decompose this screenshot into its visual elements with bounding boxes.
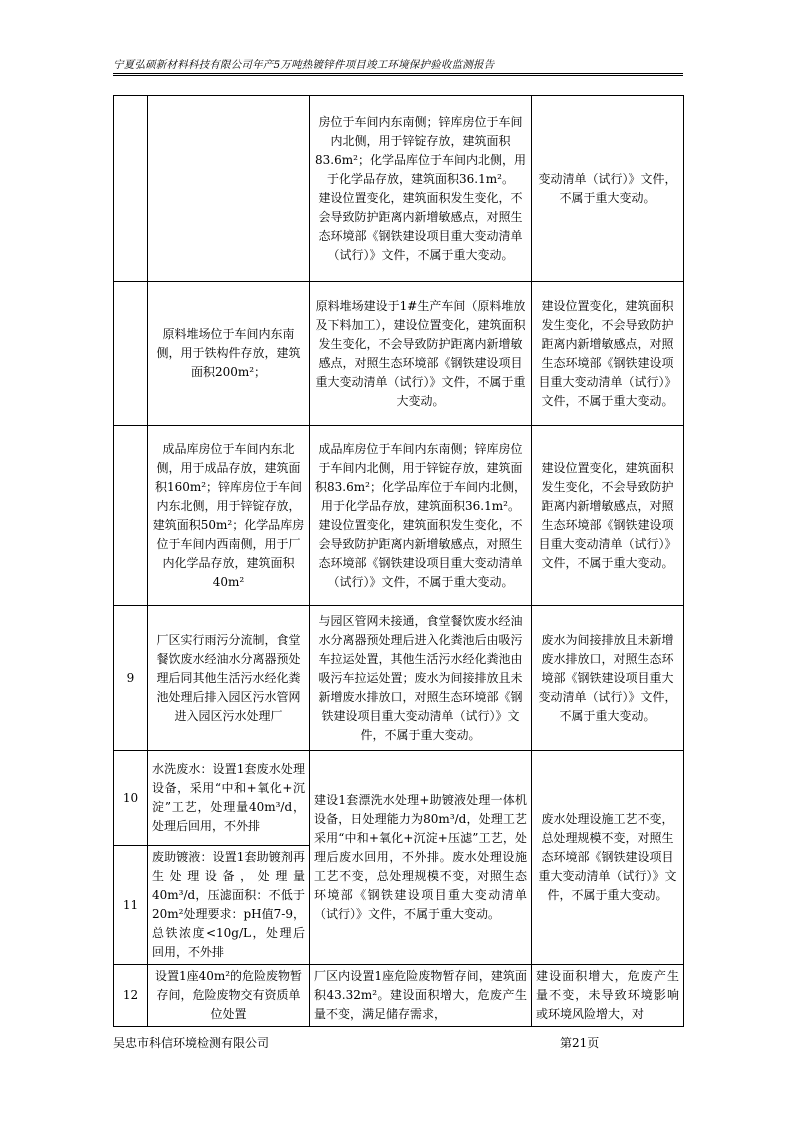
actual-cell: 建设1套漂洗水处理+助镀液处理一体机设备，日处理能力为80m³/d，处理工艺采用“中和+氧化+沉淀+压滤”工艺，处理后废水回用，不外排。废水处理设施工艺不变，总处理规模不变，对照生态环境部《钢铁建设项目重大变动清单（试行）》文件，不属于重大变动。 bbox=[310, 751, 532, 965]
original-cell: 原料堆场位于车间内东南侧，用于铁构件存放，建筑面积200m²； bbox=[148, 282, 310, 426]
table-row bbox=[114, 751, 684, 846]
original-cell bbox=[148, 96, 310, 282]
table-row bbox=[114, 96, 684, 282]
table-row bbox=[114, 426, 684, 606]
original-cell: 废助镀液：设置1套助镀剂再生处理设备，处理量40m³/d，压滤面积：不低于20m²处理要求：pH值7-9，总铁浓度<10g/L，处理后回用，不外排 bbox=[148, 846, 310, 965]
original-cell: 水洗废水：设置1套废水处理设备，采用“中和+氧化+沉淀”工艺，处理量40m³/d，处理后回用，不外排 bbox=[148, 751, 310, 846]
conclusion-cell: 废水处理设施工艺不变，总处理规模不变，对照生态环境部《钢铁建设项目重大变动清单（试行）》文件，不属于重大变动。 bbox=[532, 751, 684, 965]
change-comparison-table bbox=[113, 95, 684, 1027]
table-row bbox=[114, 606, 684, 751]
conclusion-cell: 废水为间接排放且未新增废水排放口，对照生态环境部《钢铁建设项目重大变动清单（试行）》文件，不属于重大变动。 bbox=[532, 606, 684, 751]
row-number: 11 bbox=[114, 846, 148, 965]
row-number bbox=[114, 426, 148, 606]
actual-cell: 厂区内设置1座危险废物暂存间，建筑面积43.32m²。建设面积增大，危废产生量不变，满足储存需求， bbox=[310, 965, 532, 1027]
table-row bbox=[114, 282, 684, 426]
actual-cell: 与园区管网未接通，食堂餐饮废水经油水分离器预处理后进入化粪池后由吸污车拉运处置，其他生活污水经化粪池由吸污车拉运处置；废水为间接排放且未新增废水排放口，对照生态环境部《钢铁建设项目重大变动清单（试行）》文件，不属于重大变动。 bbox=[310, 606, 532, 751]
conclusion-cell: 建设位置变化，建筑面积发生变化，不会导致防护距离内新增敏感点，对照生态环境部《钢铁建设项目重大变动清单（试行）》文件，不属于重大变动。 bbox=[532, 426, 684, 606]
footer-company: 吴忠市科信环境检测有限公司 bbox=[113, 1036, 270, 1050]
table-row bbox=[114, 965, 684, 1027]
conclusion-cell: 变动清单（试行）》文件，不属于重大变动。 bbox=[532, 96, 684, 282]
conclusion-cell: 建设面积增大，危废产生量不变，未导致环境影响或环境风险增大，对 bbox=[532, 965, 684, 1027]
actual-cell: 成品库房位于车间内东南侧；锌库房位于车间内北侧，用于锌锭存放，建筑面积83.6m²；化学品库位于车间内北侧，用于化学品存放，建筑面积36.1m²。 建设位置变化，建筑面积发生变化，不会导致防护距离内新增敏感点，对照生态环境部《钢铁建设项目重大变动清单（试行）》文件，不属于重大变动。 bbox=[310, 426, 532, 606]
row-number: 9 bbox=[114, 606, 148, 751]
conclusion-cell: 建设位置变化，建筑面积发生变化，不会导致防护距离内新增敏感点，对照生态环境部《钢铁建设项目重大变动清单（试行）》文件，不属于重大变动。 bbox=[532, 282, 684, 426]
header-rule bbox=[113, 73, 683, 76]
actual-cell: 房位于车间内东南侧；锌库房位于车间内北侧，用于锌锭存放，建筑面积83.6m²；化学品库位于车间内北侧，用于化学品存放，建筑面积36.1m²。 建设位置变化，建筑面积发生变化，不会导致防护距离内新增敏感点，对照生态环境部《钢铁建设项目重大变动清单（试行）》文件，不属于重大变动。 bbox=[310, 96, 532, 282]
actual-cell: 原料堆场建设于1#生产车间（原料堆放及下料加工），建设位置变化，建筑面积发生变化，不会导致防护距离内新增敏感点，对照生态环境部《钢铁建设项目重大变动清单（试行）》文件，不属于重大变动。 bbox=[310, 282, 532, 426]
original-cell: 厂区实行雨污分流制，食堂餐饮废水经油水分离器预处理后同其他生活污水经化粪池处理后排入园区污水管网进入园区污水处理厂 bbox=[148, 606, 310, 751]
row-number bbox=[114, 282, 148, 426]
original-cell: 成品库房位于车间内东北侧，用于成品存放，建筑面积160m²；锌库房位于车间内东北侧，用于锌锭存放，建筑面积50m²；化学品库房位于车间内西南侧，用于厂内化学品存放，建筑面积40m² bbox=[148, 426, 310, 606]
footer-page-number: 第21页 bbox=[560, 1036, 600, 1050]
row-number bbox=[114, 96, 148, 282]
row-number: 12 bbox=[114, 965, 148, 1027]
original-cell: 设置1座40m²的危险废物暂存间，危险废物交有资质单位处置 bbox=[148, 965, 310, 1027]
row-number: 10 bbox=[114, 751, 148, 846]
page-header: 宁夏弘硕新材料科技有限公司年产5万吨热镀锌件项目竣工环境保护验收监测报告 bbox=[113, 59, 495, 71]
